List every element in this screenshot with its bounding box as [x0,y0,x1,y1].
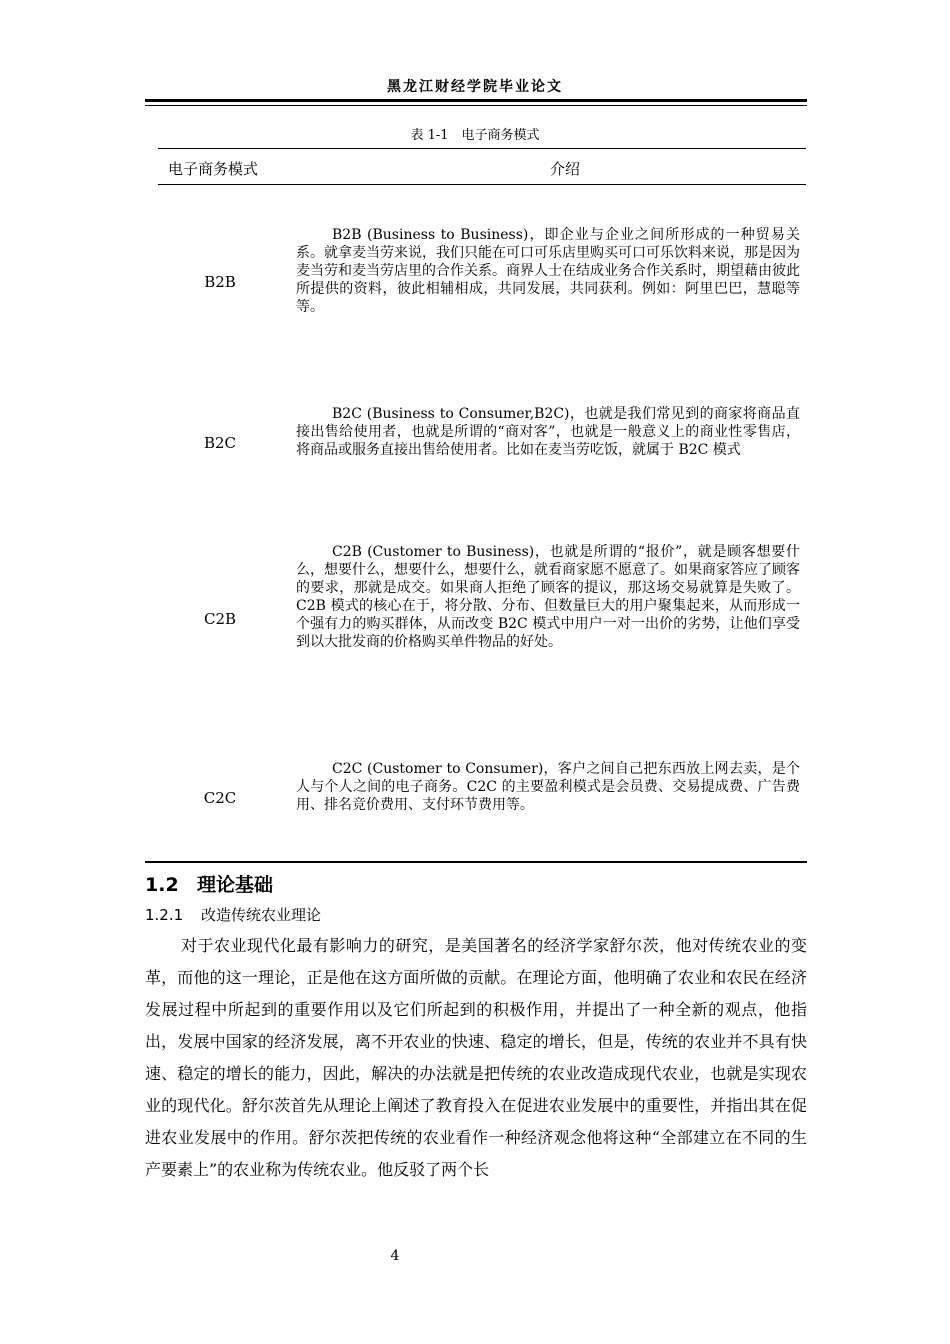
table-row-label: C2B [203,610,237,628]
table-bottom-rule [145,861,807,863]
subsection-title: 改造传统农业理论 [201,906,322,924]
table-row-label: B2C [203,434,237,452]
section-number: 1.2 [145,874,179,896]
header-rule-thin [145,105,807,106]
page-number: 4 [390,1248,400,1264]
table-row-desc: B2B (Business to Business)，即企业与企业之间所形成的一种贸易关系。就拿麦当劳来说，我们只能在可口可乐店里购买可口可乐饮料来说，那是因为麦当劳和麦当劳店里的合作关系。商界人士在结成业务合作关系时，期望藉由彼此所提供的资料，彼此相辅相成，共同发展，共同获利。例如：阿里巴巴，慧聪等等。 [296,227,800,315]
table-top-rule [158,148,806,149]
section-heading [145,870,273,897]
table-row-label: B2B [204,273,236,291]
table-row-desc: B2C (Business to Consumer,B2C)，也就是我们常见到的商家将商品直接出售给使用者，也就是所谓的“商对客”，也就是一般意义上的商业性零售店，将商品或服务直接出售给使用者。比如在麦当劳吃饭，就属于 B2C 模式 [296,406,800,458]
table-row-desc: C2B (Customer to Business)，也就是所谓的“报价”，就是顾客想要什么，想要什么，想要什么，想要什么，就看商家愿不愿意了。如果商家答应了顾客的要求，那就是成交。如果商人拒绝了顾客的提议，那这场交易就算是失败了。C2B 模式的核心在于，将分散、分布、但数量巨大的用户聚集起来，从而形成一个强有力的购买群体，从而改变 B2C 模式中用户一对一出价的劣势，让他们享受到以大批发商的价格购买单件物品的好处。 [296,544,800,650]
table-header-rule [158,184,806,185]
running-header: 黑龙江财经学院毕业论文 [387,79,563,95]
column-header-mode: 电子商务模式 [168,160,259,178]
table-row-label: C2C [203,789,237,807]
subsection-heading [145,904,321,925]
subsection-number: 1.2.1 [145,906,184,924]
table-row-desc: C2C (Customer to Consumer)，客户之间自己把东西放上网去卖，是个人与个人之间的电子商务。C2C 的主要盈利模式是会员费、交易提成费、广告费用、排名竞价费用、支付环节费用等。 [296,761,800,813]
body-paragraph: 对于农业现代化最有影响力的研究，是美国著名的经济学家舒尔茨，他对传统农业的变革，而他的这一理论，正是他在这方面所做的贡献。在理论方面，他明确了农业和农民在经济发展过程中所起到的重要作用以及它们所起到的积极作用，并提出了一种全新的观点，他指出，发展中国家的经济发展，离不开农业的快速、稳定的增长，但是，传统的农业并不具有快速、稳定的增长的能力，因此，解决的办法就是把传统的农业改造成现代农业，也就是实现农业的现代化。舒尔茨首先从理论上阐述了教育投入在促进农业发展中的重要性，并指出其在促进农业发展中的作用。舒尔茨把传统的农业看作一种经济观念他将这种“全部建立在不同的生产要素上”的农业称为传统农业。他反驳了两个长 [145,936,807,1179]
table-caption: 表 1-1 电子商务模式 [410,128,540,143]
section-title: 理论基础 [197,874,274,896]
header-rule [145,99,807,102]
column-header-intro: 介绍 [549,160,580,178]
